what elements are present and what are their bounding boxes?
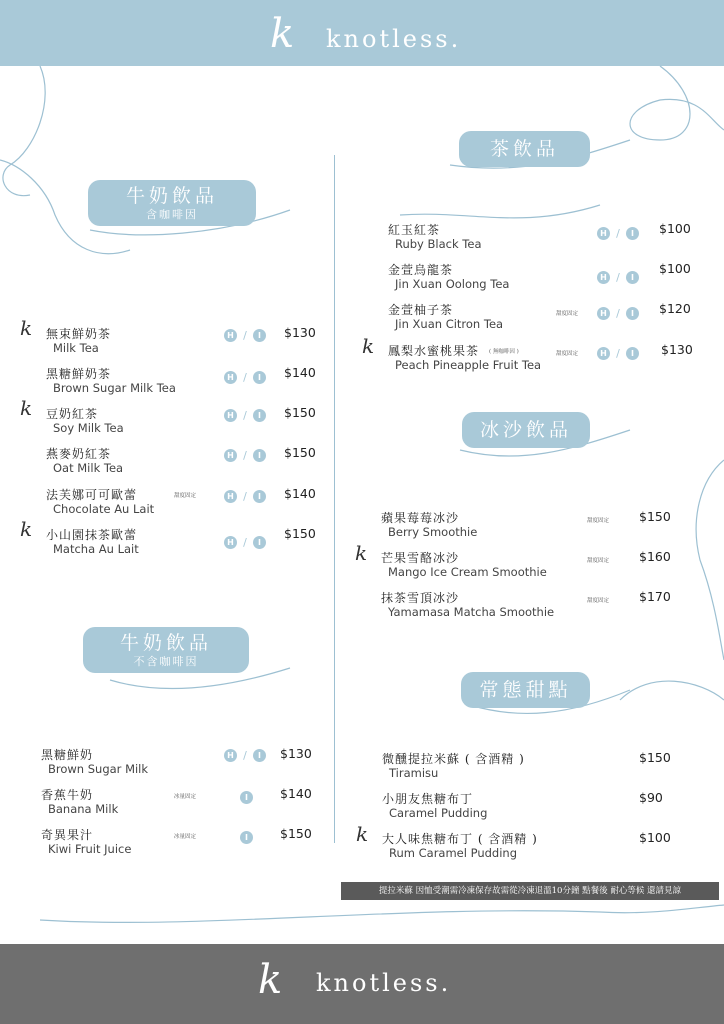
- item-name-zh: 蘋果莓莓冰沙: [381, 511, 460, 525]
- hot-option-icon: H: [224, 329, 237, 342]
- item-price: $140: [280, 786, 312, 801]
- tiramisu-notice: 提拉米蘇 因恤受潮需冷凍保存故需從冷凍退溫10分鐘 點餐後 耐心等候 還請見諒: [341, 882, 719, 900]
- section-smoothie-header: [462, 412, 590, 448]
- item-name-zh: 香蕉牛奶: [41, 788, 94, 802]
- hot-option-icon: H: [597, 307, 610, 320]
- item-name-en: Ruby Black Tea: [395, 237, 482, 251]
- item-price: $150: [284, 445, 316, 460]
- item-name-en: Soy Milk Tea: [53, 421, 124, 435]
- section-milk-caf-header: [88, 180, 256, 226]
- item-price: $140: [284, 486, 316, 501]
- iced-option-icon: I: [253, 409, 266, 422]
- item-price: $120: [659, 301, 691, 316]
- fixed-sweetness-note: 甜度固定: [174, 493, 197, 499]
- caffeine-free-note: ( 無咖啡因 ): [489, 349, 519, 355]
- section-milk-nocaf-header: [83, 627, 249, 673]
- item-name-zh: 小朋友焦糖布丁: [382, 792, 474, 806]
- section-dessert-header: [461, 672, 590, 708]
- item-name-en: Chocolate Au Lait: [53, 502, 155, 516]
- hot-option-icon: H: [224, 749, 237, 762]
- item-name-en: Oat Milk Tea: [53, 461, 124, 475]
- brand-name: knotless.: [316, 969, 452, 997]
- item-name-en: Milk Tea: [53, 341, 99, 355]
- section-title: 茶飲品: [489, 138, 559, 160]
- hot-iced-options: H / I: [224, 367, 266, 381]
- hot-option-icon: H: [597, 347, 610, 360]
- section-subtitle: 含咖啡因: [146, 208, 198, 221]
- item-price: $150: [284, 405, 316, 420]
- iced-option-icon: I: [240, 831, 253, 844]
- item-price: $150: [639, 750, 671, 765]
- iced-option-icon: I: [626, 227, 639, 240]
- iced-option-icon: I: [253, 749, 266, 762]
- hot-iced-options: H / I: [224, 532, 266, 546]
- item-name-en: Caramel Pudding: [389, 806, 488, 820]
- iced-option-icon: I: [626, 271, 639, 284]
- column-divider: [334, 155, 335, 843]
- item-price: $130: [661, 342, 693, 357]
- item-price: $170: [639, 589, 671, 604]
- fixed-ice-note: 冰量固定: [174, 794, 197, 800]
- hot-iced-options: H / I: [597, 223, 639, 237]
- hot-option-icon: H: [597, 271, 610, 284]
- hot-iced-options: H / I: [224, 325, 266, 339]
- fixed-sweetness-note: 甜度固定: [587, 598, 610, 604]
- hot-iced-options: H / I: [224, 745, 266, 759]
- signature-k-icon: k: [355, 541, 368, 565]
- brand-name: knotless.: [326, 25, 462, 53]
- item-name-zh: 小山園抹茶歐蕾: [46, 528, 138, 542]
- item-price: $100: [639, 830, 671, 845]
- iced-option-icon: I: [626, 307, 639, 320]
- item-price: $150: [284, 526, 316, 541]
- hot-iced-options: H / I: [224, 445, 266, 459]
- item-name-en: Brown Sugar Milk: [48, 762, 149, 776]
- item-name-zh: 奇異果汁: [41, 828, 94, 842]
- iced-only-option: [240, 827, 253, 841]
- hot-option-icon: H: [224, 409, 237, 422]
- item-price: $130: [280, 746, 312, 761]
- fixed-sweetness-note: 甜度固定: [556, 351, 579, 357]
- item-price: $140: [284, 365, 316, 380]
- item-name-en: Peach Pineapple Fruit Tea: [395, 358, 542, 372]
- item-name-zh: 金萱烏龍茶: [388, 263, 454, 277]
- fixed-ice-note: 冰量固定: [174, 834, 197, 840]
- item-name-en: Matcha Au Lait: [53, 542, 139, 556]
- fixed-sweetness-note: 甜度固定: [556, 311, 579, 317]
- section-title: 牛奶飲品: [119, 632, 212, 654]
- item-price: $150: [639, 509, 671, 524]
- item-name-en: Jin Xuan Oolong Tea: [395, 277, 510, 291]
- item-name-zh: 無束鮮奶茶: [46, 327, 112, 341]
- signature-k-icon: k: [20, 396, 33, 420]
- item-name-zh: 豆奶紅茶: [46, 407, 99, 421]
- section-title: 牛奶飲品: [125, 185, 218, 207]
- section-title: 冰沙飲品: [479, 419, 572, 441]
- hot-option-icon: H: [224, 449, 237, 462]
- iced-option-icon: I: [253, 490, 266, 503]
- section-tea-header: [459, 131, 590, 167]
- hot-option-icon: H: [224, 536, 237, 549]
- brand-logo-mark: k: [258, 957, 283, 1003]
- signature-k-icon: k: [362, 334, 375, 358]
- item-name-zh: 金萱柚子茶: [388, 303, 454, 317]
- item-name-en: Kiwi Fruit Juice: [48, 842, 132, 856]
- iced-option-icon: I: [253, 371, 266, 384]
- section-title: 常態甜點: [479, 679, 572, 701]
- item-name-zh: 微醺提拉米蘇 ( 含酒精 ): [382, 752, 525, 766]
- hot-iced-options: H / I: [597, 303, 639, 317]
- item-name-en: Berry Smoothie: [388, 525, 478, 539]
- item-price: $100: [659, 261, 691, 276]
- item-name-zh: 紅玉紅茶: [388, 223, 441, 237]
- item-name-zh: 法芙娜可可歐蕾: [46, 488, 138, 502]
- item-name-zh: 大人味焦糖布丁 ( 含酒精 ): [382, 832, 538, 846]
- item-name-en: Tiramisu: [389, 766, 439, 780]
- fixed-sweetness-note: 甜度固定: [587, 518, 610, 524]
- item-name-en: Jin Xuan Citron Tea: [395, 317, 504, 331]
- hot-option-icon: H: [224, 490, 237, 503]
- item-name-en: Mango Ice Cream Smoothie: [388, 565, 547, 579]
- hot-option-icon: H: [224, 371, 237, 384]
- item-price: $90: [639, 790, 663, 805]
- hot-iced-options: H / I: [597, 343, 639, 357]
- iced-option-icon: I: [240, 791, 253, 804]
- item-name-en: Brown Sugar Milk Tea: [53, 381, 176, 395]
- item-name-en: Banana Milk: [48, 802, 119, 816]
- item-price: $160: [639, 549, 671, 564]
- hot-iced-options: H / I: [224, 486, 266, 500]
- item-name-zh: 燕麥奶紅茶: [46, 447, 112, 461]
- item-name-zh: 鳳梨水蜜桃果茶: [388, 344, 480, 358]
- item-name-zh: 黑糖鮮奶茶: [46, 367, 112, 381]
- signature-k-icon: k: [20, 517, 33, 541]
- item-name-zh: 抹茶雪頂冰沙: [381, 591, 460, 605]
- iced-only-option: [240, 787, 253, 801]
- signature-k-icon: k: [356, 822, 369, 846]
- item-name-en: Rum Caramel Pudding: [389, 846, 518, 860]
- iced-option-icon: I: [253, 536, 266, 549]
- signature-k-icon: k: [20, 316, 33, 340]
- item-price: $100: [659, 221, 691, 236]
- hot-iced-options: H / I: [597, 267, 639, 281]
- fixed-sweetness-note: 甜度固定: [587, 558, 610, 564]
- iced-option-icon: I: [253, 329, 266, 342]
- item-name-zh: 黑糖鮮奶: [41, 748, 94, 762]
- item-name-zh: 芒果雪酪冰沙: [381, 551, 460, 565]
- brand-logo-mark: k: [270, 11, 295, 57]
- hot-iced-options: H / I: [224, 405, 266, 419]
- iced-option-icon: I: [626, 347, 639, 360]
- section-subtitle: 不含咖啡因: [133, 655, 199, 668]
- item-name-en: Yamamasa Matcha Smoothie: [388, 605, 555, 619]
- hot-option-icon: H: [597, 227, 610, 240]
- iced-option-icon: I: [253, 449, 266, 462]
- item-price: $150: [280, 826, 312, 841]
- item-price: $130: [284, 325, 316, 340]
